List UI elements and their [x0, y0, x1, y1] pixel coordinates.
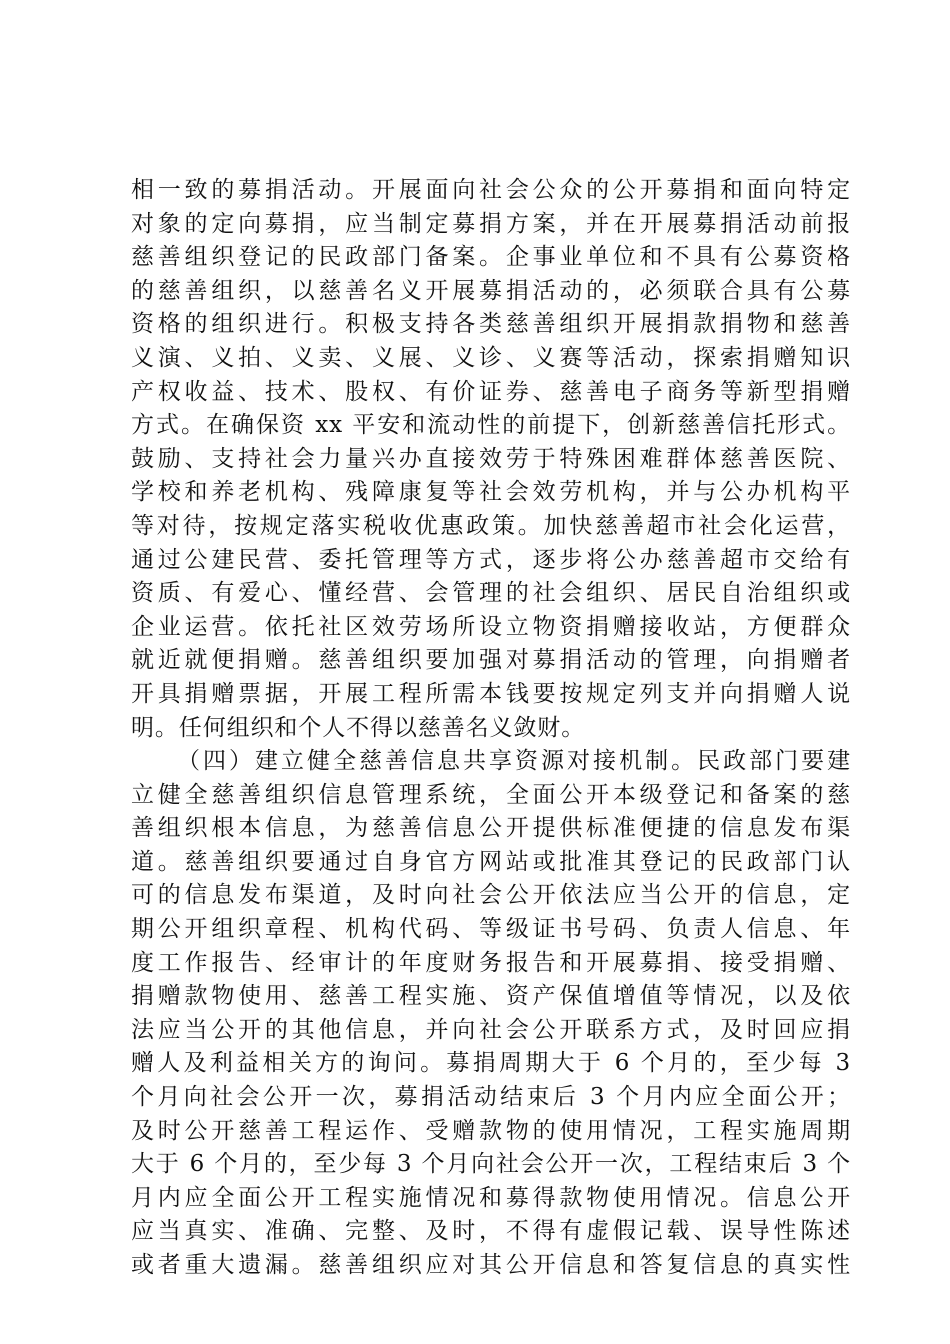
text-line: 期公开组织章程、机构代码、等级证书号码、负责人信息、年 [131, 916, 851, 943]
text-line: 赠人及利益相关方的询问。募捐周期大于 6 个月的，至少每 3 [131, 1050, 851, 1077]
text-line: 大于 6 个月的，至少每 3 个月向社会公开一次，工程结束后 3 个 [131, 1151, 851, 1178]
text-line: 相一致的募捐活动。开展面向社会公众的公开募捐和面向特定 [131, 177, 851, 203]
section-heading-line: （四）建立健全慈善信息共享资源对接机制。民政部门要建 [177, 748, 851, 775]
text-line: 的慈善组织，以慈善名义开展募捐活动的，必须联合具有公募 [131, 277, 851, 304]
text-line: 立健全慈善组织信息管理系统，全面公开本级登记和备案的慈 [131, 781, 851, 808]
text-line: 道。慈善组织要通过自身官方网站或批准其登记的民政部门认 [131, 848, 851, 875]
text-line: 等对待，按规定落实税收优惠政策。加快慈善超市社会化运营， [131, 512, 851, 539]
text-line: 资格的组织进行。积极支持各类慈善组织开展捐款捐物和慈善 [131, 311, 851, 338]
text-line: 开具捐赠票据，开展工程所需本钱要按规定列支并向捐赠人说 [131, 680, 851, 707]
text-line: 应当真实、准确、完整、及时，不得有虚假记载、误导性陈述 [131, 1218, 851, 1245]
text-line: 鼓励、支持社会力量兴办直接效劳于特殊困难群体慈善医院、 [131, 445, 851, 472]
paragraph-end-line: 明。任何组织和个人不得以慈善名义敛财。 [131, 714, 586, 741]
document-body [131, 174, 851, 1283]
text-line: 善组织根本信息，为慈善信息公开提供标准便捷的信息发布渠 [131, 815, 851, 842]
text-line: 慈善组织登记的民政部门备案。企事业单位和不具有公募资格 [131, 244, 851, 271]
text-line: 义演、义拍、义卖、义展、义诊、义赛等活动，探索捐赠知识 [131, 344, 851, 371]
text-line: 对象的定向募捐，应当制定募捐方案，并在开展募捐活动前报 [131, 210, 851, 237]
text-line: 法应当公开的其他信息，并向社会公开联系方式，及时回应捐 [131, 1016, 851, 1043]
text-line: 个月向社会公开一次，募捐活动结束后 3 个月内应全面公开； [131, 1084, 851, 1111]
text-line: 产权收益、技术、股权、有价证券、慈善电子商务等新型捐赠 [131, 378, 851, 405]
text-line: 度工作报告、经审计的年度财务报告和开展募捐、接受捐赠、 [131, 949, 851, 976]
text-line: 月内应全面公开工程实施情况和募得款物使用情况。信息公开 [131, 1184, 851, 1211]
text-line: 资质、有爱心、懂经营、会管理的社会组织、居民自治组织或 [131, 580, 851, 607]
text-line: 方式。在确保资 xx 平安和流动性的前提下，创新慈善信托形式。 [131, 412, 851, 439]
text-line: 就近就便捐赠。慈善组织要加强对募捐活动的管理，向捐赠者 [131, 647, 851, 674]
text-line: 通过公建民营、委托管理等方式，逐步将公办慈善超市交给有 [131, 546, 851, 573]
text-line: 学校和养老机构、残障康复等社会效劳机构，并与公办机构平 [131, 479, 851, 506]
text-line: 可的信息发布渠道，及时向社会公开依法应当公开的信息，定 [131, 882, 851, 909]
text-line: 捐赠款物使用、慈善工程实施、资产保值增值等情况，以及依 [131, 983, 851, 1010]
text-line: 企业运营。依托社区效劳场所设立物资捐赠接收站，方便群众 [131, 613, 851, 640]
text-line: 及时公开慈善工程运作、受赠款物的使用情况，工程实施周期 [131, 1117, 851, 1144]
text-line: 或者重大遗漏。慈善组织应对其公开信息和答复信息的真实性 [131, 1252, 851, 1278]
